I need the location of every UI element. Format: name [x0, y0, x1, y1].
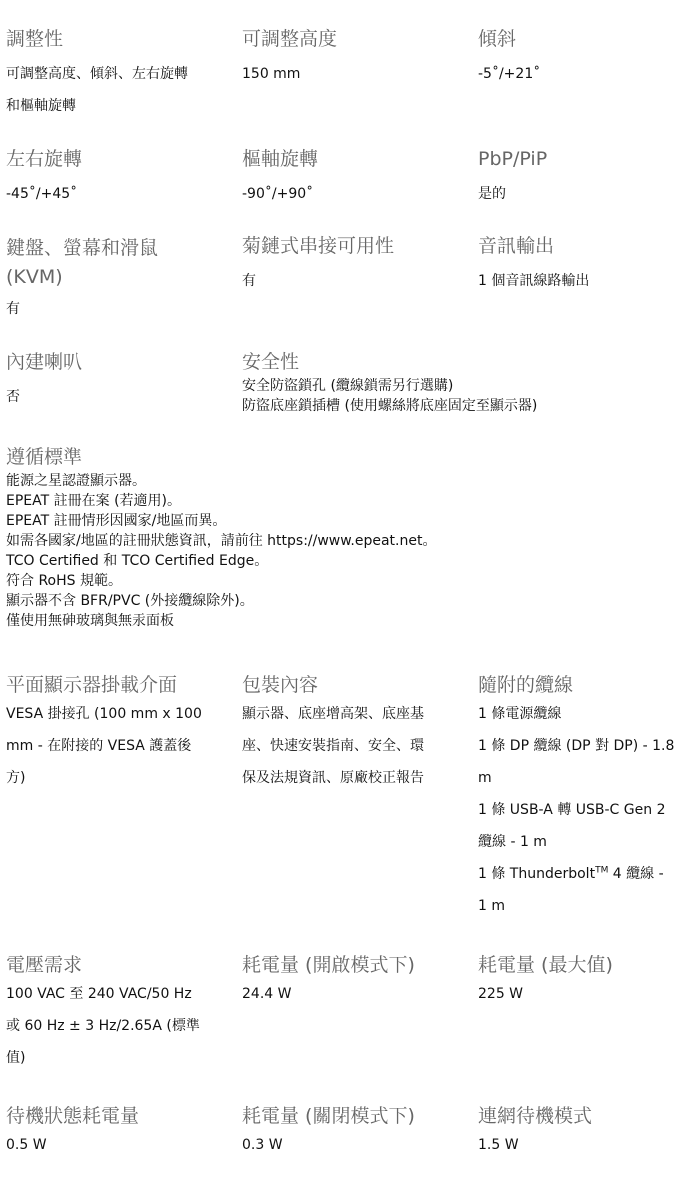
- spec-title: 左右旋轉: [6, 148, 83, 170]
- spec-title: 耗電量 (開啟模式下): [242, 954, 415, 976]
- spec-height-adjust: [242, 27, 472, 90]
- spec-value-line: 1 條 USB-A 轉 USB-C Gen 2: [478, 802, 666, 818]
- spec-value: 1.5 W: [478, 1137, 519, 1153]
- spec-title: [6, 234, 236, 292]
- spec-title: 安全性: [242, 351, 300, 373]
- spec-value-line: 座、快速安裝指南、安全、環: [242, 738, 424, 754]
- spec-value-line: 纜線 - 1 m: [478, 834, 547, 850]
- spec-value-line: 安全防盜鎖孔 (纜線鎖需另行選購): [242, 378, 454, 394]
- compliance-line: 符合 RoHS 規範。: [6, 573, 122, 589]
- spec-value-line: 可調整高度、傾斜、左右旋轉: [6, 66, 188, 82]
- spec-value-line: 顯示器、底座增高架、底座基: [242, 706, 424, 722]
- spec-value: 150 mm: [242, 66, 301, 82]
- spec-title: 包裝內容: [242, 674, 319, 696]
- thunderbolt-prefix: 1 條 Thunderbolt: [478, 866, 596, 882]
- spec-value-line: mm - 在附接的 VESA 護蓋後: [6, 738, 192, 754]
- spec-value-line: 和樞軸旋轉: [6, 98, 76, 114]
- spec-title: 連網待機模式: [478, 1105, 593, 1127]
- spec-title: PbP/PiP: [478, 148, 548, 170]
- spec-security: [242, 350, 692, 416]
- spec-voltage: [6, 953, 236, 1074]
- spec-value-line: 值): [6, 1050, 26, 1066]
- compliance-line: 如需各國家/地區的註冊狀態資訊，請前往 https://www.epeat.net。: [6, 533, 437, 549]
- spec-value-line: [478, 858, 693, 890]
- spec-value-line: 1 條 DP 纜線 (DP 對 DP) - 1.8: [478, 738, 675, 754]
- spec-title: 傾斜: [478, 28, 517, 50]
- compliance-line: EPEAT 註冊情形因國家/地區而異。: [6, 513, 227, 529]
- spec-title: 樞軸旋轉: [242, 148, 319, 170]
- spec-tilt: [478, 27, 693, 90]
- spec-power-off: [242, 1104, 472, 1161]
- spec-title: 調整性: [6, 28, 64, 50]
- spec-value-line: 1 條電源纜線: [478, 706, 562, 722]
- spec-value: 24.4 W: [242, 986, 292, 1002]
- spec-title: 電壓需求: [6, 954, 83, 976]
- spec-title: 耗電量 (最大值): [478, 954, 613, 976]
- spec-networked-standby: [478, 1104, 693, 1161]
- spec-title-line: 鍵盤、螢幕和滑鼠: [6, 237, 159, 259]
- spec-compliance: [6, 445, 696, 631]
- spec-daisy-chain: [242, 234, 472, 297]
- compliance-line: 僅使用無砷玻璃與無汞面板: [6, 613, 174, 629]
- spec-value-line: 1 m: [478, 898, 505, 914]
- spec-value: 有: [6, 301, 20, 317]
- spec-audio-output: [478, 234, 693, 297]
- spec-speakers: [6, 350, 236, 413]
- spec-value: 有: [242, 273, 256, 289]
- spec-value-line: 或 60 Hz ± 3 Hz/2.65A (標準: [6, 1018, 200, 1034]
- spec-value-line: 方): [6, 770, 26, 786]
- compliance-line: 能源之星認證顯示器。: [6, 473, 146, 489]
- spec-pbp-pip: [478, 147, 693, 210]
- compliance-line: TCO Certified 和 TCO Certified Edge。: [6, 553, 269, 569]
- spec-title: 菊鏈式串接可用性: [242, 235, 395, 257]
- spec-value: 225 W: [478, 986, 524, 1002]
- spec-standby-power: [6, 1104, 236, 1161]
- spec-power-max: [478, 953, 693, 1010]
- spec-title: 平面顯示器掛載介面: [6, 674, 178, 696]
- spec-value-line: 保及法規資訊、原廠校正報告: [242, 770, 424, 786]
- thunderbolt-suffix: 4 纜線 -: [608, 866, 664, 882]
- compliance-line: 顯示器不含 BFR/PVC (外接纜線除外)。: [6, 593, 254, 609]
- spec-value: 否: [6, 389, 20, 405]
- spec-power-on: [242, 953, 472, 1010]
- spec-title: 隨附的纜線: [478, 674, 574, 696]
- spec-value-line: 防盜底座鎖插槽 (使用螺絲將底座固定至顯示器): [242, 398, 538, 414]
- compliance-line: EPEAT 註冊在案 (若適用)。: [6, 493, 181, 509]
- spec-value-line: VESA 掛接孔 (100 mm x 100: [6, 706, 202, 722]
- spec-pivot: [242, 147, 472, 210]
- spec-cables-included: [478, 673, 693, 922]
- spec-title: 可調整高度: [242, 28, 338, 50]
- spec-title: 遵循標準: [6, 446, 83, 468]
- spec-value: -45˚/+45˚: [6, 186, 78, 202]
- spec-value: -5˚/+21˚: [478, 66, 541, 82]
- spec-value-line: m: [478, 770, 492, 786]
- spec-kvm: [6, 234, 236, 325]
- spec-value: -90˚/+90˚: [242, 186, 314, 202]
- spec-value-line: 100 VAC 至 240 VAC/50 Hz: [6, 986, 192, 1002]
- spec-mount-interface: [6, 673, 236, 794]
- trademark-mark: TM: [595, 865, 609, 876]
- spec-title: 待機狀態耗電量: [6, 1105, 140, 1127]
- spec-title: 音訊輸出: [478, 235, 555, 257]
- spec-adjustability: [6, 27, 236, 122]
- spec-title-line: (KVM): [6, 266, 63, 288]
- spec-box-contents: [242, 673, 472, 794]
- spec-title: 耗電量 (關閉模式下): [242, 1105, 415, 1127]
- spec-value: 0.3 W: [242, 1137, 283, 1153]
- spec-value: 1 個音訊線路輸出: [478, 273, 590, 289]
- spec-value: 0.5 W: [6, 1137, 47, 1153]
- spec-swivel: [6, 147, 236, 210]
- spec-value: 是的: [478, 186, 506, 202]
- spec-title: 內建喇叭: [6, 351, 83, 373]
